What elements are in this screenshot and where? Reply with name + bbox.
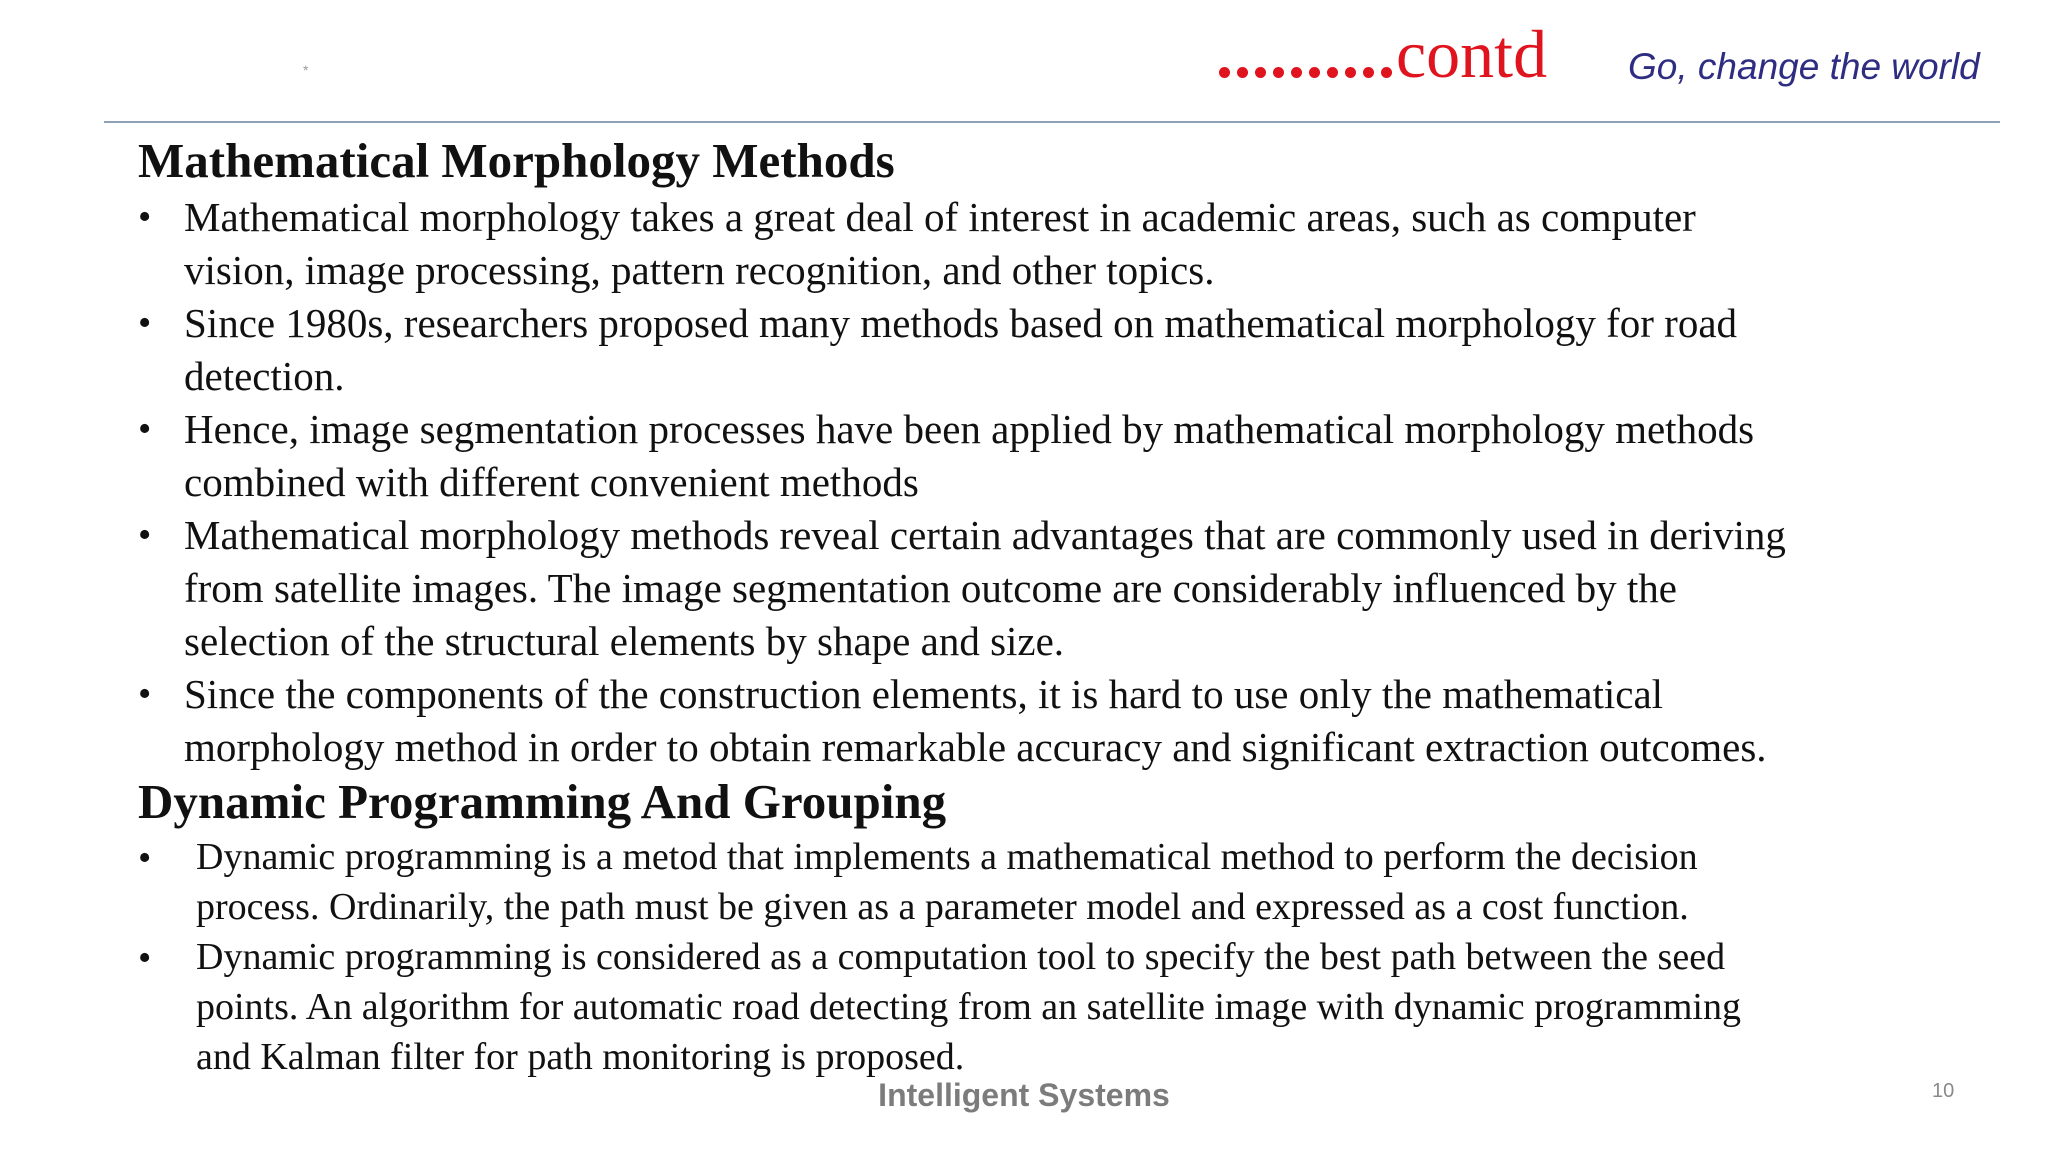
- bullet-text-line: Since the components of the construction elements, it is hard to use only the mathematical: [184, 671, 1664, 717]
- bullet-icon: •: [138, 673, 152, 715]
- bullet-icon: •: [138, 196, 152, 238]
- bullet-text-line: Mathematical morphology takes a great deal of interest in academic areas, such as computer: [184, 194, 1696, 240]
- tagline: Go, change the world: [1628, 46, 1980, 87]
- corner-mark: *: [303, 62, 309, 78]
- page-number: 10: [1932, 1080, 1955, 1102]
- section-heading: Dynamic Programming And Grouping: [138, 774, 947, 829]
- bullet-text-line: Mathematical morphology methods reveal certain advantages that are commonly used in deriving: [184, 512, 1786, 558]
- bullet-icon: •: [138, 937, 152, 979]
- bullet-text-line: points. An algorithm for automatic road detecting from an satellite image with dynamic programming: [196, 986, 1741, 1028]
- section-heading: Mathematical Morphology Methods: [138, 133, 895, 188]
- bullet-text-line: process. Ordinarily, the path must be given as a parameter model and expressed as a cost function.: [196, 886, 1689, 928]
- bullet-text-line: from satellite images. The image segmentation outcome are considerably influenced by the: [184, 565, 1677, 611]
- bullet-icon: •: [138, 837, 152, 879]
- footer-label: Intelligent Systems: [878, 1077, 1170, 1113]
- bullet-text-line: Since 1980s, researchers proposed many methods based on mathematical morphology for road: [184, 300, 1738, 346]
- bullet-icon: •: [138, 302, 152, 344]
- bullet-text-line: Dynamic programming is considered as a computation tool to specify the best path between the seed: [196, 936, 1726, 978]
- contd-dots: ..........: [1216, 16, 1396, 92]
- bullet-text-line: vision, image processing, pattern recognition, and other topics.: [184, 247, 1215, 293]
- contd-word: contd: [1396, 16, 1548, 92]
- contd-title: [1216, 14, 1547, 94]
- bullet-text-line: combined with different convenient methods: [184, 459, 919, 505]
- bullet-text-line: selection of the structural elements by shape and size.: [184, 618, 1065, 664]
- bullet-icon: •: [138, 514, 152, 556]
- bullet-icon: •: [138, 408, 152, 450]
- bullet-text-line: Hence, image segmentation processes have been applied by mathematical morphology methods: [184, 406, 1755, 452]
- bullet-text-line: Dynamic programming is a metod that implements a mathematical method to perform the decision: [196, 836, 1698, 878]
- bullet-text-line: morphology method in order to obtain remarkable accuracy and significant extraction outcomes.: [184, 724, 1767, 770]
- bullet-text-line: and Kalman filter for path monitoring is proposed.: [196, 1036, 965, 1078]
- header-divider: [104, 121, 2000, 123]
- bullet-text-line: detection.: [184, 353, 345, 399]
